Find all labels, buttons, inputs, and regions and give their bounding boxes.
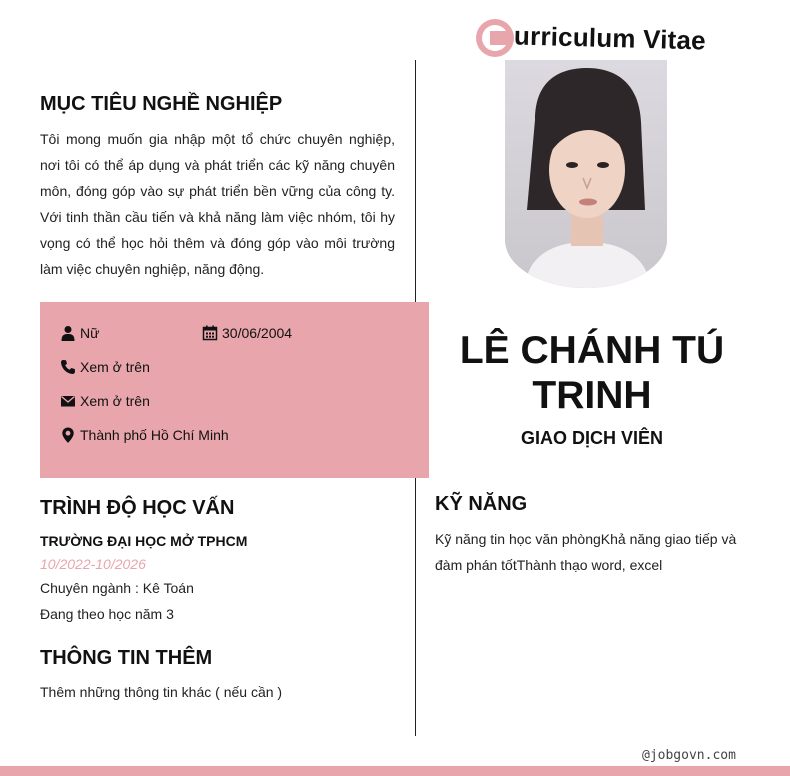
mail-icon xyxy=(60,393,76,409)
gender-value: Nữ xyxy=(80,325,100,341)
job-title: GIAO DỊCH VIÊN xyxy=(520,428,663,448)
education-major: Chuyên ngành : Kê Toán xyxy=(40,580,194,596)
objective-title: MỤC TIÊU NGHỀ NGHIỆP xyxy=(40,93,283,115)
phone-icon xyxy=(60,359,76,375)
education-period: 10/2022-10/2026 xyxy=(40,556,146,572)
extra-info-text: Thêm những thông tin khác ( nếu cần ) xyxy=(40,684,283,700)
gender-item xyxy=(60,325,99,341)
education-title: TRÌNH ĐỘ HỌC VẤN xyxy=(40,497,235,519)
education-status: Đang theo học năm 3 xyxy=(40,606,174,622)
person-icon xyxy=(60,325,76,341)
profile-photo xyxy=(505,60,667,288)
portrait-image xyxy=(505,60,667,288)
calendar-icon xyxy=(202,325,218,341)
phone-item xyxy=(60,359,150,375)
objective-text: Tôi mong muốn gia nhập một tổ chức chuyên nghiệp, nơi tôi có thể áp dụng và phát triển các kỹ năng chuyên môn, đóng góp vào sự phát triển bền vững của công ty. Với tinh thần cầu tiến và khả năng làm việc nhóm, tôi hy vọng có thể học hỏi thêm và đóng góp vào môi trường làm việc chuyên nghiệp, năng động. xyxy=(40,131,395,277)
email-value: Xem ở trên xyxy=(80,393,150,409)
dob-value: 30/06/2004 xyxy=(222,325,293,341)
address-item xyxy=(60,427,229,443)
phone-value: Xem ở trên xyxy=(80,359,150,375)
school-name: TRƯỜNG ĐẠI HỌC MỞ TPHCM xyxy=(40,533,248,549)
email-item xyxy=(60,393,150,409)
skills-title: KỸ NĂNG xyxy=(435,493,528,515)
logo-c-icon xyxy=(476,19,514,57)
location-pin-icon xyxy=(60,427,76,443)
footer-watermark: @jobgovn.com xyxy=(642,748,736,763)
skills-text: Kỹ năng tin học văn phòngKhả năng giao tiếp và đàm phán tốtThành thạo word, excel xyxy=(435,531,737,573)
extra-info-title: THÔNG TIN THÊM xyxy=(40,647,213,669)
address-value: Thành phố Hồ Chí Minh xyxy=(80,427,229,443)
cv-logo xyxy=(476,18,706,58)
dob-item xyxy=(202,325,292,341)
logo-text: urriculum Vitae xyxy=(513,19,707,56)
footer-bar xyxy=(0,766,790,776)
candidate-name: LÊ CHÁNH TÚ TRINH xyxy=(459,329,725,417)
